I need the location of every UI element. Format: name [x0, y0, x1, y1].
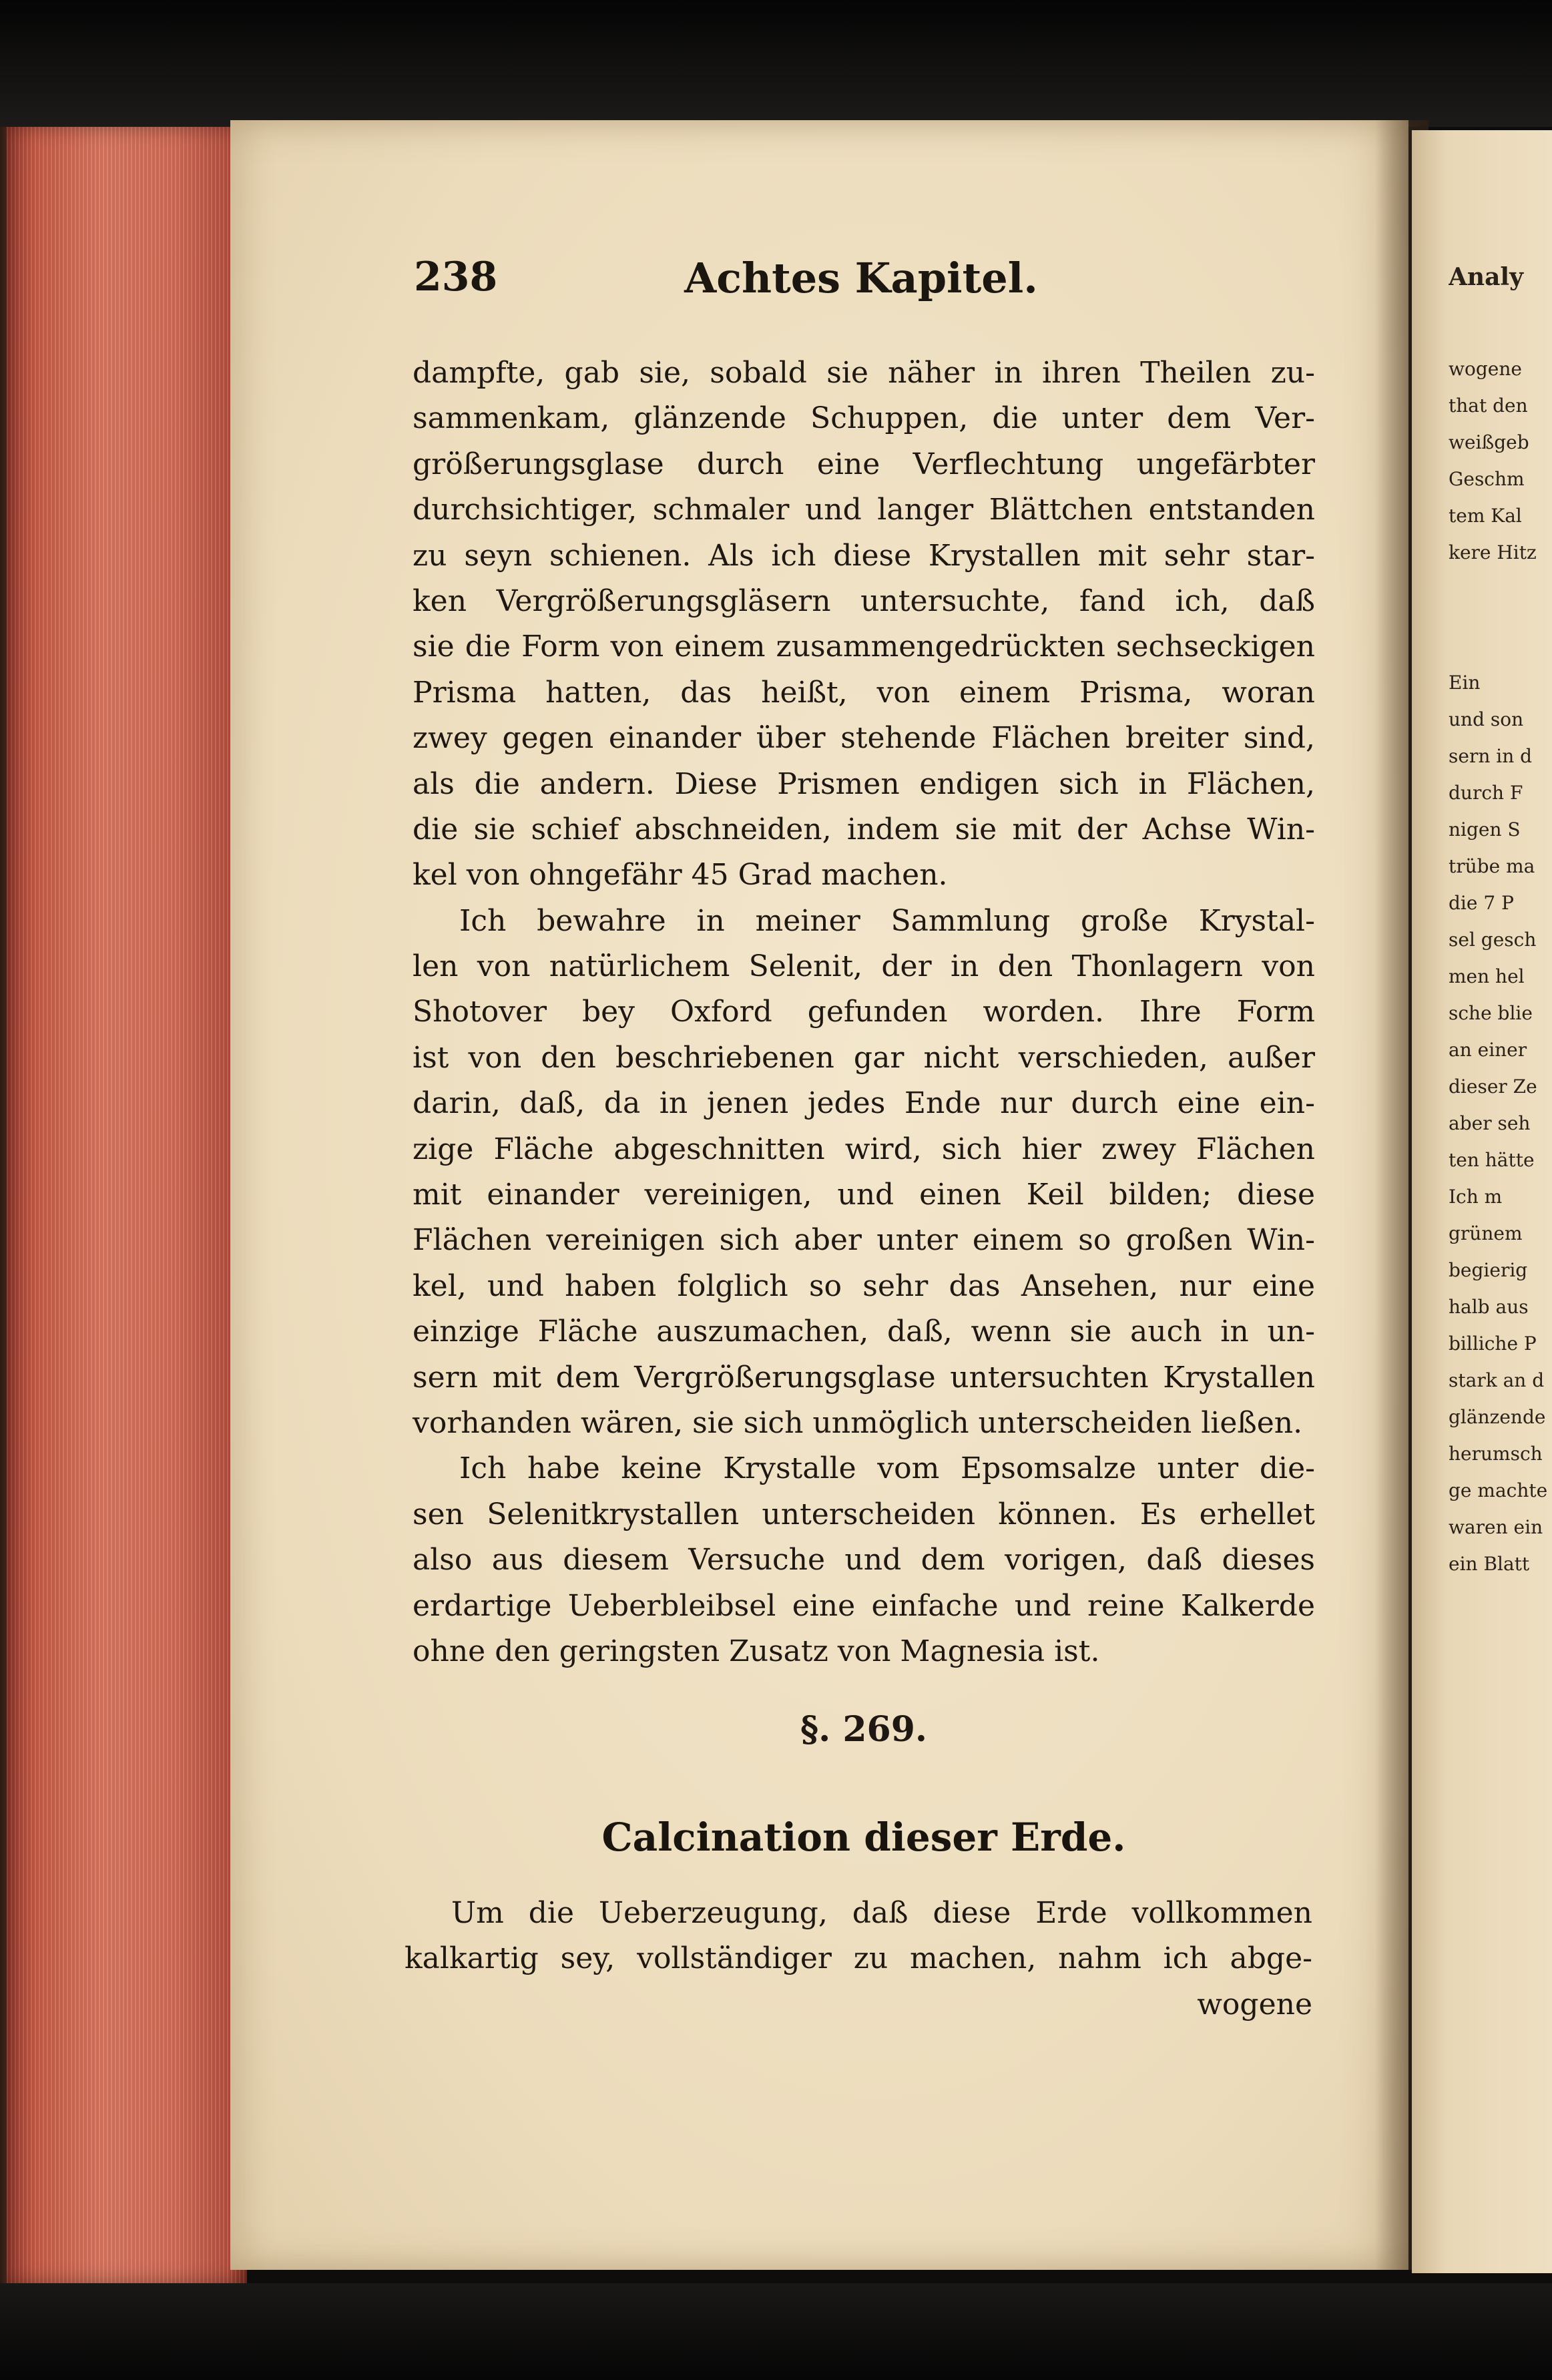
- main-text-block: [413, 350, 1315, 1674]
- text-line: sern mit dem Vergrößerungsglase untersuchten Krystallen: [413, 1360, 1315, 1395]
- text-line: ken Vergrößerungsgläsern untersuchte, fand ich, daß: [413, 583, 1315, 618]
- text-line: sen Selenitkrystallen unterscheiden können. Es erhellet: [413, 1497, 1315, 1531]
- background-bottom: [0, 2283, 1552, 2380]
- next-page-text: [1449, 250, 1552, 1582]
- text-line: ist von den beschriebenen gar nicht verschieden, außer: [413, 1040, 1315, 1075]
- text-line: dampfte, gab sie, sobald sie näher in ihren Theilen zu-: [413, 356, 1315, 390]
- section-number: §. 269.: [800, 1709, 928, 1750]
- next-page-line: Geschm: [1449, 468, 1525, 490]
- next-page-line: tem Kal: [1449, 505, 1522, 527]
- next-page-line: wogene: [1449, 358, 1522, 380]
- next-page-line: stark an d: [1449, 1369, 1545, 1391]
- next-page-line: trübe ma: [1449, 855, 1535, 877]
- text-line: sie die Form von einem zusammengedrückten sechseckigen: [413, 630, 1315, 664]
- text-line: len von natürlichem Selenit, der in den Thonlagern von: [413, 949, 1315, 984]
- next-page-line: sche blie: [1449, 1002, 1533, 1024]
- text-line: sammenkam, glänzende Schuppen, die unter dem Ver-: [413, 401, 1315, 436]
- text-line: größerungsglase durch eine Verflechtung ungefärbter: [413, 447, 1315, 481]
- text-line: zwey gegen einander über stehende Flächen breiter sind,: [413, 721, 1315, 756]
- next-page-line: ge machte: [1449, 1479, 1548, 1501]
- text-line: mit einander vereinigen, und einen Keil bilden; diese: [413, 1178, 1315, 1212]
- text-line: also aus diesem Versuche und dem vorigen, daß dieses: [413, 1543, 1315, 1578]
- next-page-line: sern in d: [1449, 745, 1533, 767]
- next-page-line: halb aus: [1449, 1296, 1529, 1318]
- section-text-block: [405, 1891, 1312, 2028]
- text-line: als die andern. Diese Prismen endigen sich in Flächen,: [413, 766, 1315, 801]
- next-page-line: kere Hitz: [1449, 541, 1537, 563]
- next-page-running-head: Analy: [1449, 263, 1524, 291]
- next-page-line: nigen S: [1449, 818, 1521, 841]
- text-line: Flächen vereinigen sich aber unter einem so großen Win-: [413, 1223, 1315, 1258]
- next-page-line: billiche P: [1449, 1333, 1537, 1355]
- text-line: zige Fläche abgeschnitten wird, sich hier zwey Flächen: [413, 1132, 1315, 1166]
- next-page-line: men hel: [1449, 965, 1525, 987]
- next-page-line: an einer: [1449, 1039, 1527, 1061]
- text-line: die sie schief abschneiden, indem sie mit der Achse Win-: [413, 812, 1315, 847]
- next-page-line: ten hätte: [1449, 1149, 1535, 1171]
- text-line: Ich bewahre in meiner Sammlung große Krystal-: [459, 903, 1315, 938]
- next-page-line: die 7 P: [1449, 892, 1514, 914]
- text-line: durchsichtiger, schmaler und langer Blättchen entstanden: [413, 493, 1315, 527]
- running-head: [414, 254, 1308, 327]
- next-page-line: waren ein: [1449, 1516, 1543, 1538]
- next-page-line: und son: [1449, 708, 1524, 730]
- next-page-line: glänzende: [1449, 1406, 1546, 1428]
- next-page-line: aber seh: [1449, 1112, 1531, 1134]
- text-line: Um die Ueberzeugung, daß diese Erde vollkommen: [451, 1896, 1312, 1930]
- next-page-gap: [1449, 571, 1552, 664]
- next-page-line: grünem: [1449, 1222, 1523, 1244]
- next-page-line: sel gesch: [1449, 929, 1537, 951]
- page-number: 238: [414, 254, 498, 300]
- text-line: kalkartig sey, vollständiger zu machen, nahm ich abge-: [405, 1941, 1312, 1976]
- next-page-line: ein Blatt: [1449, 1553, 1530, 1575]
- text-line: Ich habe keine Krystalle vom Epsomsalze unter die-: [459, 1451, 1315, 1486]
- text-line: kel, und haben folglich so sehr das Ansehen, nur eine: [413, 1268, 1315, 1303]
- next-page-line: that den: [1449, 395, 1528, 417]
- text-line: einzige Fläche auszumachen, daß, wenn sie auch in un-: [413, 1315, 1315, 1349]
- next-page-line: begierig: [1449, 1259, 1528, 1281]
- background-top: [0, 0, 1552, 127]
- next-page-line: durch F: [1449, 782, 1523, 804]
- text-line: kel von ohngefähr 45 Grad machen.: [413, 858, 948, 893]
- text-line: darin, daß, da in jenen jedes Ende nur durch eine ein-: [413, 1086, 1315, 1121]
- text-line: wogene: [1197, 1987, 1312, 2021]
- running-title: Achtes Kapitel.: [684, 254, 1038, 302]
- page-edges: [7, 127, 247, 2283]
- section-heading: Calcination dieser Erde.: [601, 1815, 1126, 1860]
- next-page-line: Ein: [1449, 672, 1481, 694]
- text-line: erdartige Ueberbleibsel eine einfache und reine Kalkerde: [413, 1588, 1315, 1623]
- next-page-line: herumsch: [1449, 1443, 1543, 1465]
- next-page-line: weißgeb: [1449, 431, 1529, 453]
- text-line: Shotover bey Oxford gefunden worden. Ihre Form: [413, 995, 1315, 1029]
- text-line: zu seyn schienen. Als ich diese Krystallen mit sehr star-: [413, 538, 1315, 573]
- next-page-line: dieser Ze: [1449, 1076, 1537, 1098]
- text-line: Prisma hatten, das heißt, von einem Prisma, woran: [413, 675, 1315, 710]
- text-line: vorhanden wären, sie sich unmöglich unterscheiden ließen.: [413, 1405, 1303, 1440]
- next-page-line: Ich m: [1449, 1186, 1503, 1208]
- text-line: ohne den geringsten Zusatz von Magnesia ist.: [413, 1634, 1100, 1668]
